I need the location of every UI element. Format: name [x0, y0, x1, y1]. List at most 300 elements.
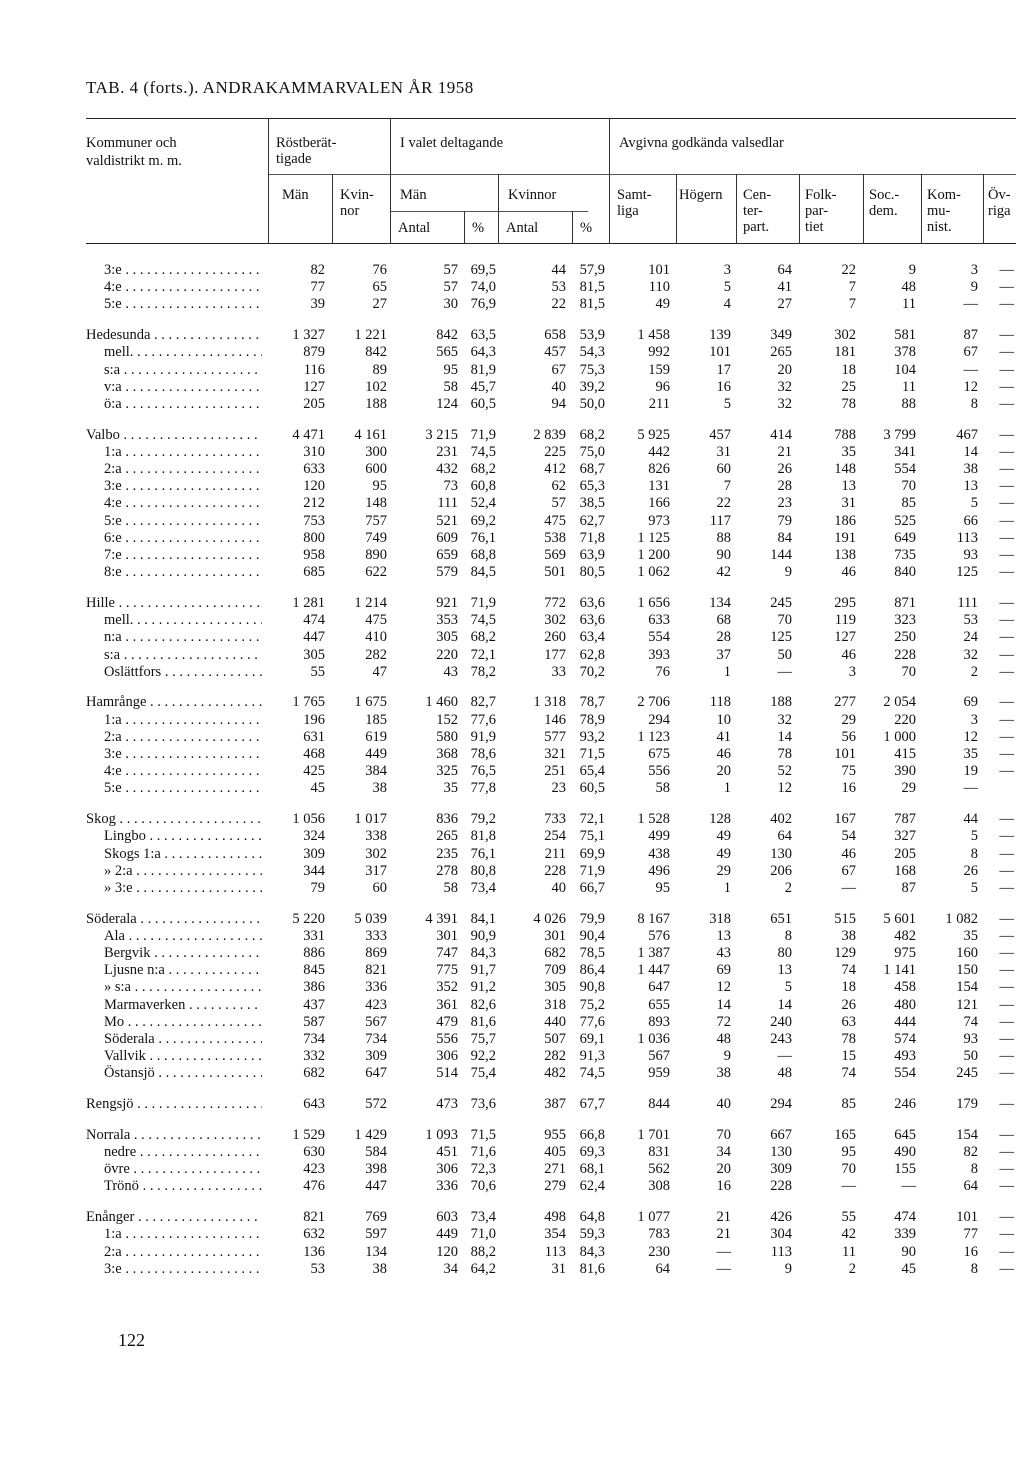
cell: 65,3 [579, 478, 605, 495]
cell: 476 [303, 1178, 325, 1195]
col-header-folkpartiet-2: par- [805, 203, 829, 219]
row-label: n:a . . . [104, 629, 262, 646]
cell: 302 [544, 612, 566, 629]
cell: 67 [551, 361, 566, 378]
cell: — [999, 361, 1014, 378]
cell: 58 [655, 780, 670, 797]
cell: 87 [901, 879, 916, 896]
cell: 92,2 [470, 1048, 496, 1065]
row-label: 8:e . . . [104, 564, 262, 581]
cell: 205 [303, 395, 325, 412]
cell: 57 [551, 495, 566, 512]
col-header-kvinnor-2: nor [340, 203, 360, 219]
cell: 836 [436, 811, 458, 828]
cell: 40 [716, 1096, 731, 1113]
cell: 250 [894, 629, 916, 646]
cell: 53 [963, 612, 978, 629]
cell: — [999, 828, 1014, 845]
cell: 188 [365, 395, 387, 412]
cell: 68,7 [579, 461, 605, 477]
table-row [86, 530, 1016, 547]
cell: 89 [372, 361, 387, 378]
col-header-deltagande-kvinnor: Kvinnor [508, 187, 557, 203]
cell: 84,3 [470, 945, 496, 961]
cell: 246 [894, 1096, 916, 1113]
cell: 499 [648, 828, 670, 845]
cell: 387 [544, 1096, 566, 1113]
cell: 69,1 [579, 1031, 605, 1047]
cell: 579 [436, 564, 458, 581]
cell: 67 [841, 862, 856, 879]
cell: 24 [963, 629, 978, 646]
cell: 7 [848, 296, 856, 313]
cell: 58 [443, 879, 458, 896]
cell: 468 [303, 746, 325, 762]
cell: 479 [436, 1013, 458, 1030]
cell: 490 [894, 1144, 916, 1160]
cell: 26 [777, 461, 792, 477]
cell: 772 [544, 594, 566, 611]
cell: 9 [970, 279, 978, 296]
cell: 28 [777, 478, 792, 495]
cell: — [999, 262, 1014, 278]
cell: 886 [303, 945, 325, 961]
cell: 7 [723, 478, 731, 495]
cell: 27 [372, 296, 387, 313]
cell: — [999, 1226, 1014, 1243]
table-row [86, 612, 1016, 629]
table-row [86, 780, 1016, 797]
cell: 501 [544, 564, 566, 581]
cell: 66,8 [579, 1126, 605, 1143]
cell: 734 [303, 1031, 325, 1047]
cell: 709 [544, 962, 566, 979]
cell: 228 [544, 862, 566, 879]
cell: 101 [648, 262, 670, 278]
cell: 22 [551, 296, 566, 313]
cell: 800 [303, 529, 325, 546]
cell: 361 [436, 996, 458, 1013]
cell: 3 [723, 262, 731, 278]
cell: 633 [303, 461, 325, 477]
cell: 81,8 [470, 828, 496, 845]
cell: 146 [544, 711, 566, 728]
cell: 3 799 [883, 426, 916, 443]
cell: 318 [544, 996, 566, 1013]
cell: 78,6 [470, 746, 496, 762]
cell: 50 [777, 646, 792, 663]
cell: 4 471 [292, 426, 325, 443]
cell: 556 [436, 1031, 458, 1047]
col-header-samtliga: Samt- [617, 187, 652, 203]
cell: 78,5 [579, 945, 605, 961]
cell: 565 [436, 344, 458, 361]
cell: 4 026 [533, 910, 566, 927]
row-label: 5:e . . . [104, 513, 262, 530]
cell: — [841, 879, 856, 896]
cell: 113 [956, 529, 978, 546]
cell: 90 [901, 1243, 916, 1260]
cell: 74 [841, 1065, 856, 1082]
cell: 75,1 [579, 828, 605, 845]
cell: 474 [303, 612, 325, 629]
row-label: Skogs 1:a . . . [104, 846, 262, 863]
cell: 96 [655, 378, 670, 395]
cell: 352 [436, 979, 458, 996]
cell: 16 [716, 1178, 731, 1195]
cell: 11 [842, 1243, 856, 1260]
cell: 79,2 [470, 811, 496, 828]
cell: 101 [834, 746, 856, 762]
cell: 70 [841, 1161, 856, 1178]
cell: 8 [970, 395, 978, 412]
row-label: 5:e . . . [104, 780, 262, 797]
cell: 93,2 [579, 728, 605, 745]
table-row [86, 379, 1016, 396]
row-label: 2:a . . . [104, 461, 262, 478]
cell: 167 [834, 811, 856, 828]
cell: 41 [716, 728, 731, 745]
row-label: Mo . . . [104, 1014, 262, 1031]
cell: 619 [365, 728, 387, 745]
cell: — [999, 443, 1014, 460]
cell: 3 [970, 711, 978, 728]
cell: 179 [956, 1096, 978, 1113]
cell: 39 [310, 296, 325, 313]
cell: 325 [436, 763, 458, 780]
row-label: 3:e . . . [104, 1261, 262, 1278]
cell: 18 [841, 979, 856, 996]
cell: 71,6 [470, 1144, 496, 1160]
cell: 658 [544, 327, 566, 344]
cell: 412 [544, 461, 566, 477]
cell: 40 [551, 378, 566, 395]
cell: 44 [551, 262, 566, 278]
cell: 13 [716, 927, 731, 944]
cell: 609 [436, 529, 458, 546]
cell: 4 161 [354, 426, 387, 443]
cell: 515 [834, 910, 856, 927]
cell: 144 [770, 547, 792, 563]
cell: 1 093 [425, 1126, 458, 1143]
cell: 90,8 [579, 979, 605, 996]
cell: 121 [956, 996, 978, 1013]
cell: 70 [901, 663, 916, 680]
cell: 48 [777, 1065, 792, 1082]
cell: — [963, 296, 978, 313]
cell: 1 125 [637, 529, 670, 546]
cell: 139 [709, 327, 731, 344]
cell: 69,3 [579, 1144, 605, 1160]
cell: — [999, 378, 1014, 395]
table-row [86, 928, 1016, 945]
cell: 125 [770, 629, 792, 646]
cell: 79 [777, 512, 792, 529]
cell: — [963, 780, 978, 797]
cell: 48 [901, 279, 916, 296]
cell: 77 [963, 1226, 978, 1243]
table-row [86, 694, 1016, 711]
cell: 26 [841, 996, 856, 1013]
cell: 279 [544, 1178, 566, 1195]
cell: 659 [436, 547, 458, 563]
cell: 205 [894, 845, 916, 862]
cell: 5 039 [354, 910, 387, 927]
cell: 4 [723, 296, 731, 313]
col-header-kvinnor: Kvin- [340, 187, 374, 203]
cell: 685 [303, 564, 325, 581]
cell: 185 [365, 711, 387, 728]
cell: 111 [957, 594, 978, 611]
cell: 127 [834, 629, 856, 646]
cell: 1 [723, 879, 731, 896]
cell: 67 [963, 344, 978, 361]
cell: 211 [544, 845, 566, 862]
cell: 655 [648, 996, 670, 1013]
cell: 622 [365, 564, 387, 581]
cell: 405 [544, 1144, 566, 1160]
col-header-deltagande: I valet deltagande [400, 135, 504, 151]
cell: 992 [648, 344, 670, 361]
row-label: Söderala . . . [86, 911, 262, 928]
cell: 633 [648, 612, 670, 629]
cell: 5 [970, 879, 978, 896]
col-header-pct-man: % [472, 220, 485, 236]
cell: 440 [544, 1013, 566, 1030]
cell: 39,2 [579, 378, 605, 395]
cell: 20 [716, 1161, 731, 1178]
cell: 302 [365, 845, 387, 862]
cell: 31 [716, 443, 731, 460]
row-label: 2:a . . . [104, 729, 262, 746]
cell: 336 [365, 979, 387, 996]
cell: 81,6 [470, 1013, 496, 1030]
cell: 78 [841, 395, 856, 412]
cell: 294 [648, 711, 670, 728]
cell: 34 [443, 1260, 458, 1277]
cell: 603 [436, 1209, 458, 1226]
cell: 17 [716, 361, 731, 378]
cell: 749 [365, 529, 387, 546]
cell: 16 [841, 780, 856, 797]
cell: 562 [648, 1161, 670, 1178]
cell: 79,9 [579, 910, 605, 927]
table-row [86, 880, 1016, 897]
cell: — [999, 1209, 1014, 1226]
cell: 220 [436, 646, 458, 663]
cell: 496 [648, 862, 670, 879]
cell: 63,4 [579, 629, 605, 646]
cell: 521 [436, 512, 458, 529]
cell: 150 [956, 962, 978, 979]
cell: 649 [894, 529, 916, 546]
cell: 318 [709, 910, 731, 927]
cell: 597 [365, 1226, 387, 1243]
table-row [86, 262, 1016, 279]
cell: 57 [443, 262, 458, 278]
cell: — [999, 426, 1014, 443]
cell: 787 [894, 811, 916, 828]
col-header-samtliga-2: liga [617, 203, 639, 219]
cell: 9 [784, 564, 792, 581]
cell: 556 [648, 763, 670, 780]
cell: — [999, 461, 1014, 477]
cell: 1 460 [425, 694, 458, 711]
table-row [86, 1031, 1016, 1048]
cell: 95 [443, 361, 458, 378]
cell: 332 [303, 1048, 325, 1065]
table-row [86, 863, 1016, 880]
cell: — [999, 811, 1014, 828]
cell: 70 [716, 1126, 731, 1143]
cell: 12 [777, 780, 792, 797]
table-row [86, 564, 1016, 581]
cell: 91,2 [470, 979, 496, 996]
cell: 22 [716, 495, 731, 512]
cell: 78,7 [579, 694, 605, 711]
cell: 426 [770, 1209, 792, 1226]
cell: 54 [841, 828, 856, 845]
cell: 168 [894, 862, 916, 879]
cell: 71,9 [470, 426, 496, 443]
cell: 645 [894, 1126, 916, 1143]
cell: 60,5 [470, 395, 496, 412]
cell: 148 [365, 495, 387, 512]
cell: 26 [963, 862, 978, 879]
cell: 68,2 [470, 629, 496, 646]
cell: — [716, 1260, 731, 1277]
cell: 480 [894, 996, 916, 1013]
cell: 63,6 [579, 612, 605, 629]
cell: 62,7 [579, 512, 605, 529]
table-row [86, 629, 1016, 646]
cell: — [999, 1161, 1014, 1178]
cell: 77,8 [470, 780, 496, 797]
cell: — [999, 564, 1014, 581]
table-row [86, 712, 1016, 729]
cell: — [999, 979, 1014, 996]
cell: 69 [716, 962, 731, 979]
cell: 76,9 [470, 296, 496, 313]
cell: 81,6 [579, 1260, 605, 1277]
row-label: Valbo . . . [86, 427, 262, 444]
cell: 300 [365, 443, 387, 460]
cell: 91,3 [579, 1048, 605, 1065]
cell: 333 [365, 927, 387, 944]
cell: 155 [894, 1161, 916, 1178]
row-label: Norrala . . . [86, 1127, 262, 1144]
cell: 630 [303, 1144, 325, 1160]
table-row [86, 997, 1016, 1014]
cell: 16 [716, 378, 731, 395]
cell: — [999, 1096, 1014, 1113]
cell: 52,4 [470, 495, 496, 512]
table-title: TAB. 4 (forts.). ANDRAKAMMARVALEN ÅR 1958 [86, 78, 474, 97]
cell: 386 [303, 979, 325, 996]
cell: 71,0 [470, 1226, 496, 1243]
cell: 74,5 [470, 612, 496, 629]
cell: 15 [841, 1048, 856, 1065]
cell: 63,9 [579, 547, 605, 563]
cell: 304 [770, 1226, 792, 1243]
cell: 127 [303, 378, 325, 395]
cell: 32 [963, 646, 978, 663]
cell: 42 [841, 1226, 856, 1243]
cell: 94 [551, 395, 566, 412]
row-label: övre . . . [104, 1161, 262, 1178]
cell: 136 [303, 1243, 325, 1260]
cell: 1 [723, 663, 731, 680]
cell: 33 [551, 663, 566, 680]
cell: — [999, 694, 1014, 711]
cell: 13 [841, 478, 856, 495]
cell: 12 [963, 728, 978, 745]
cell: 840 [894, 564, 916, 581]
cell: 160 [956, 945, 978, 961]
cell: 44 [963, 811, 978, 828]
cell: 890 [365, 547, 387, 563]
cell: 124 [436, 395, 458, 412]
cell: 305 [436, 629, 458, 646]
cell: 23 [551, 780, 566, 797]
cell: 74,5 [579, 1065, 605, 1082]
cell: 77,6 [579, 1013, 605, 1030]
cell: — [999, 594, 1014, 611]
cell: 2 054 [883, 694, 916, 711]
cell: 69,5 [470, 262, 496, 278]
cell: — [999, 663, 1014, 680]
row-label: Hedesunda . . . [86, 327, 262, 344]
cell: 166 [648, 495, 670, 512]
table-row [86, 362, 1016, 379]
cell: 85 [901, 495, 916, 512]
cell: 74 [963, 1013, 978, 1030]
cell: 338 [365, 828, 387, 845]
row-label: » 2:a . . . [104, 863, 262, 880]
col-header-rostberattigade: Röstberät- [276, 135, 337, 151]
cell: 71,5 [579, 746, 605, 762]
cell: 295 [834, 594, 856, 611]
cell: — [999, 327, 1014, 344]
cell: 66,7 [579, 879, 605, 896]
cell: 826 [648, 461, 670, 477]
cell: 554 [648, 629, 670, 646]
cell: 231 [436, 443, 458, 460]
cell: 734 [365, 1031, 387, 1047]
col-header-pct-kvinnor: % [580, 220, 593, 236]
cell: 893 [648, 1013, 670, 1030]
cell: 88,2 [470, 1243, 496, 1260]
cell: 40 [551, 879, 566, 896]
cell: 1 214 [354, 594, 387, 611]
cell: 317 [365, 862, 387, 879]
col-header-antal-man: Antal [398, 220, 431, 236]
cell: 9 [908, 262, 916, 278]
cell: 788 [834, 426, 856, 443]
cell: 53 [551, 279, 566, 296]
cell: 53 [310, 1260, 325, 1277]
cell: 46 [841, 845, 856, 862]
cell: 76,1 [470, 845, 496, 862]
cell: 349 [770, 327, 792, 344]
table-row [86, 664, 1016, 681]
cell: 45 [310, 780, 325, 797]
cell: — [777, 1048, 792, 1065]
cell: 831 [648, 1144, 670, 1160]
cell: 81,5 [579, 279, 605, 296]
cell: 188 [770, 694, 792, 711]
cell: 1 528 [637, 811, 670, 828]
